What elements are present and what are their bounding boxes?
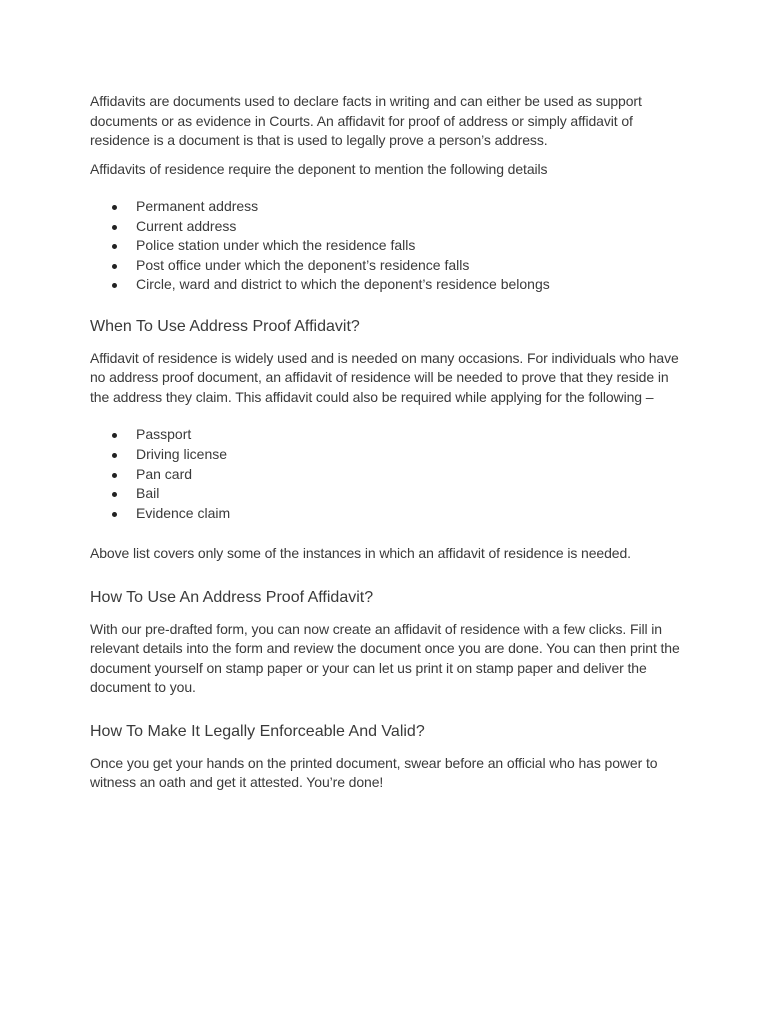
bullet-icon bbox=[112, 492, 117, 497]
uses-list bbox=[90, 425, 680, 523]
list-item-text: Evidence claim bbox=[136, 504, 231, 521]
intro-paragraph: Affidavits are documents used to declare facts in writing and can either be used as support documents or as evidence in Courts. An affidavit for proof of address or simply affidavit of residence is a document is that is used to legally prove a person’s address. bbox=[90, 93, 642, 148]
required-details-list bbox=[90, 197, 680, 295]
list-item-text: Pan card bbox=[136, 465, 193, 482]
list-item bbox=[90, 236, 680, 256]
list-item bbox=[90, 465, 680, 485]
list-summary-paragraph: Above list covers only some of the instances in which an affidavit of residence is needed. bbox=[90, 545, 631, 562]
bullet-icon bbox=[112, 433, 117, 438]
bullet-icon bbox=[112, 453, 117, 458]
when-to-use-heading: When To Use Address Proof Affidavit? bbox=[90, 317, 360, 335]
list-item bbox=[90, 445, 680, 465]
list-item bbox=[90, 217, 680, 237]
how-to-use-heading: How To Use An Address Proof Affidavit? bbox=[90, 588, 374, 606]
list-item-text: Police station under which the residence falls bbox=[136, 237, 416, 254]
how-to-make-paragraph: Once you get your hands on the printed document, swear before an official who has power to witness an oath and get it attested. You’re done! bbox=[90, 754, 658, 791]
list-item bbox=[90, 425, 680, 445]
list-item bbox=[90, 504, 680, 524]
bullet-icon bbox=[112, 473, 117, 478]
how-to-make-heading: How To Make It Legally Enforceable And Valid? bbox=[90, 722, 425, 740]
list-item bbox=[90, 484, 680, 504]
list-item-text: Driving license bbox=[136, 446, 228, 463]
list-item-text: Passport bbox=[136, 426, 192, 443]
document-page bbox=[90, 92, 680, 793]
bullet-icon bbox=[112, 512, 117, 517]
list-item-text: Permanent address bbox=[136, 198, 259, 214]
bullet-icon bbox=[112, 205, 117, 210]
bullet-icon bbox=[112, 264, 117, 269]
list-item-text: Bail bbox=[136, 485, 160, 502]
list-item-text: Circle, ward and district to which the deponent’s residence belongs bbox=[136, 276, 550, 293]
details-intro-paragraph: Affidavits of residence require the deponent to mention the following details bbox=[90, 160, 548, 177]
how-to-use-paragraph: With our pre-drafted form, you can now create an affidavit of residence with a few clicks. Fill in relevant details into the form and review the document once you are done. You can then print the document yourself on stamp paper or your can let us print it on stamp paper and deliver the document to you. bbox=[90, 620, 680, 696]
list-item bbox=[90, 197, 680, 217]
list-item-text: Post office under which the deponent’s residence falls bbox=[136, 256, 470, 273]
bullet-icon bbox=[112, 244, 117, 249]
list-item bbox=[90, 275, 680, 295]
when-to-use-paragraph: Affidavit of residence is widely used and is needed on many occasions. For individuals who have no address proof document, an affidavit of residence will be needed to prove that they reside in the address they claim. This affidavit could also be required while applying for the following – bbox=[90, 349, 679, 405]
bullet-icon bbox=[112, 283, 117, 288]
list-item bbox=[90, 256, 680, 276]
list-item-text: Current address bbox=[136, 217, 237, 234]
bullet-icon bbox=[112, 225, 117, 230]
